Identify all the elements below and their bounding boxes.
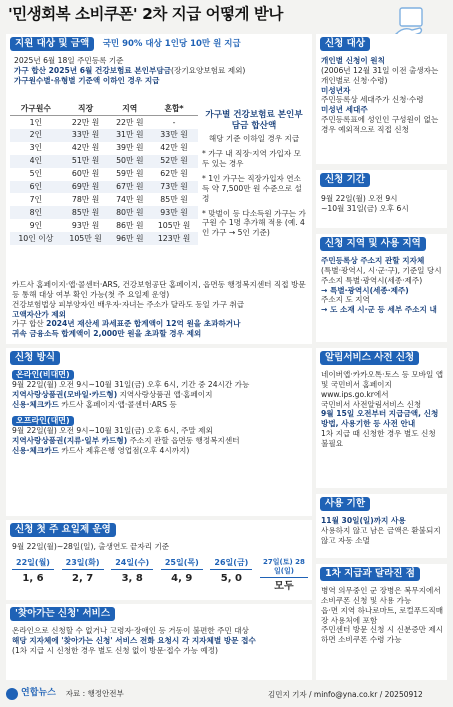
support-line-premium: 가구 합산 2025년 6월 건강보험료 본인부담금(장기요양보험료 제외)	[14, 65, 246, 75]
offline-label: 오프라인(대면)	[12, 416, 74, 426]
page-title: '민생회복 소비쿠폰' 2차 지급 어떻게 받나	[8, 5, 283, 23]
offline-line: 신용·체크카드 카드사 제휴은행 영업점(오후 4시까지)	[12, 446, 190, 456]
support-line-criteria: 가구원수별·유형별 기준액 이하인 경우 지급	[14, 75, 160, 85]
online-line: 9월 22일(월) 오전 9시~10월 31일(금) 오후 6시, 기간 중 24시간 가능	[12, 380, 250, 390]
visit-header: '찾아가는 신청' 서비스	[10, 607, 115, 621]
target-section: 신청 대상 개인별 신청이 원칙 (2006년 12월 31일 이전 출생자는 개인별로 신청·수령) 미성년자 주민등록상 세대주가 신청·수령 미성년 세대주 주민등록표에 성인인 구성원이 없는 경우 예외적으로 직접 신청	[316, 34, 447, 164]
table-cell: 96만 원	[110, 232, 151, 245]
source: 자료 : 행정안전부	[65, 689, 124, 699]
support-header: 지원 대상 및 금액 국민 90% 대상 1인당 10만 원 지급	[10, 37, 241, 51]
support-bullet: 카드사 홈페이지·앱·콜센터·ARS, 건강보험공단 홈페이지, 읍면동 행정복지센터 직접 방문 등 통해 대상 여부 확인 가능(첫 주 요일제 운영)	[12, 280, 306, 299]
table-cell: 59만 원	[116, 169, 144, 179]
week-desc: 9월 22일(월)~28일(일), 출생연도 끝자리 기준	[12, 542, 170, 551]
asset-line: 가구 합산 2024년 재산세 과세표준 합계액이 12억 원을 초과하거나	[12, 319, 241, 329]
support-line-date: 2025년 6월 18일 주민등록 기준	[14, 56, 124, 65]
table-cell: 52만 원	[150, 155, 198, 168]
yonhap-logo-icon	[6, 688, 18, 700]
visit-line: 해당 지자체에 '찾아가는 신청' 서비스 전화 요청시 각 지자체별 방문 접수	[12, 635, 256, 645]
table-cell: 50만 원	[110, 155, 151, 168]
table-cell: 31만 원	[110, 129, 151, 142]
weekday-cell: 22일(월) 1, 6	[12, 558, 54, 593]
table-cell: 42만 원	[71, 143, 100, 153]
visit-section	[6, 604, 312, 680]
table-cell: 93만 원	[71, 220, 100, 230]
online-line: 신용·체크카드 카드사 홈페이지·앱·콜센터·ARS 등	[12, 400, 177, 410]
table-cell: 85만 원	[160, 195, 188, 205]
table-cell: 62만 원	[160, 169, 188, 179]
table-cell: 123만 원	[150, 232, 198, 245]
week-days	[12, 558, 308, 593]
weekday-cell: 24일(수) 3, 8	[111, 558, 153, 593]
region-header: 신청 지역 및 사용 지역	[320, 237, 426, 251]
table-notes: 가구별 건강보험료 본인부담금 합산액 해당 기준 이하일 경우 지급 * 가구 내 직장·지역 가입자 모두 있는 경우 * 1인 가구는 직장가입자 연소득 약 7,500만 원 수준으로 설정 * 맞벌이 등 다소득원 가구는 가구원 수 1명 추가해 적용 (예. 4인 가구 → 5인 기준)	[202, 110, 306, 238]
table-cell: 85만 원	[62, 206, 110, 219]
table-cell: 93만 원	[150, 206, 198, 219]
yonhap-logo: 연합뉴스	[21, 688, 56, 699]
table-cell: 6인	[10, 181, 62, 194]
table-header: 혼합*	[164, 103, 184, 113]
table-cell: 39만 원	[116, 143, 144, 153]
table-header: 직장	[78, 103, 94, 113]
table-cell: 2인	[10, 129, 62, 142]
online-line: 지역사랑상품권(모바일·카드형) 지역사랑상품권 앱·홈페이지	[12, 390, 213, 400]
method-header: 신청 방식	[10, 351, 60, 365]
table-cell: 105만 원	[62, 232, 110, 245]
week-section	[6, 520, 312, 600]
method-section	[6, 348, 312, 516]
table-header: 지역	[122, 103, 138, 113]
table-cell: 78만 원	[71, 195, 100, 205]
alarm-header: 알림서비스 사전 신청	[320, 351, 419, 365]
week-header: 신청 첫 주 요일제 운영	[10, 523, 116, 537]
table-cell: 3인	[29, 143, 43, 153]
table-cell: -	[172, 117, 176, 127]
support-section	[6, 34, 312, 344]
table-cell: 9인	[29, 220, 43, 230]
online-label: 온라인(비대면)	[12, 370, 74, 380]
period-section: 신청 기간 9월 22일(월) 오전 9시 ~10월 31일(금) 오후 6시	[316, 170, 447, 228]
asset-line: 귀속 금융소득 합계액이 2,000만 원을 초과할 경우 제외	[12, 329, 202, 339]
table-cell: 8인	[10, 206, 62, 219]
period-header: 신청 기간	[320, 173, 370, 187]
footer-left	[6, 688, 124, 700]
offline-line: 9월 22일(월) 오전 9시~10월 31일(금) 오후 6시, 주말 제외	[12, 426, 213, 436]
table-cell: 60만 원	[71, 169, 100, 179]
support-bullet: 건강보험법상 피부양자인 배우자·자녀는 주소가 달라도 동일 가구 취급	[12, 299, 245, 309]
alarm-section: 알림서비스 사전 신청 네이버앱·카카오톡·토스 등 모바일 앱 및 국민비서 홈페이지 www.ips.go.kr에서 국민비서 사전알림서비스 신청 9월 15일 오전부터 지급금액, 신청방법, 사용기한 등 사전 안내 1차 지급 때 신청한 경우 별도 신청 불필요	[316, 348, 447, 488]
region-section: 신청 지역 및 사용 지역 주민등록상 주소지 관할 지자체 (특별·광역시, 시·군·구), 기준일 당시 주소지 특별·광역시(세종·제주) → 특별·광역시(세종·제주) 주소지 도 지역 → 도 소재 시·군 등 세부 주소지 내	[316, 234, 447, 342]
use-header: 사용 기한	[320, 497, 370, 511]
diff-section: 1차 지급과 달라진 점 병역 의무중인 군 장병은 복무지에서 소비쿠폰 신청 및 사용 가능 읍·면 지역 하나로마트, 로컬푸드직매장 사용처에 포함 주민센터 방문 신청 시 신분증만 제시하면 소비쿠폰 수령 가능	[316, 564, 447, 680]
table-cell: 22만 원	[71, 117, 100, 127]
visit-line: 온라인으로 신청할 수 없거나 고령자·장애인 등 거동이 불편한 주민 대상	[12, 626, 249, 635]
table-cell: 86만 원	[116, 220, 144, 230]
table-cell: 74만 원	[116, 195, 144, 205]
table-cell: 1인	[29, 117, 43, 127]
table-header: 가구원수	[20, 103, 51, 113]
asset-heading: 고액자산가 제외	[12, 309, 66, 319]
table-cell: 105만 원	[157, 220, 191, 230]
table-cell: 80만 원	[110, 206, 151, 219]
table-cell: 5인	[29, 169, 43, 179]
table-cell: 33만 원	[62, 129, 110, 142]
table-cell: 22만 원	[116, 117, 144, 127]
table-cell: 33만 원	[150, 129, 198, 142]
table-cell: 73만 원	[150, 181, 198, 194]
offline-line: 지역사랑상품권(지류·일부 카드형) 주소지 관할 읍면동 행정복지센터	[12, 436, 240, 446]
weekend-cell: 27일(토) 28일(일) 모두	[260, 558, 308, 593]
credit: 김민지 기자 / minfo@yna.co.kr / 20250912	[268, 690, 423, 699]
target-header: 신청 대상	[320, 37, 370, 51]
table-cell: 7인	[29, 195, 43, 205]
weekday-cell: 26일(금) 5, 0	[210, 558, 252, 593]
table-cell: 51만 원	[62, 155, 110, 168]
table-cell: 69만 원	[62, 181, 110, 194]
table-cell: 42만 원	[160, 143, 188, 153]
weekday-cell: 23일(화) 2, 7	[62, 558, 104, 593]
table-cell: 67만 원	[110, 181, 151, 194]
table-cell: 10인 이상	[10, 232, 62, 245]
visit-line: (1차 지급 시 신청한 경우 별도 신청 없이 방문·접수 가능 예정)	[12, 645, 219, 655]
use-section: 사용 기한 11월 30일(일)까지 사용 사용하지 않고 남은 금액은 환불되지 않고 자동 소멸	[316, 494, 447, 558]
weekday-cell: 25일(목) 4, 9	[161, 558, 203, 593]
diff-header: 1차 지급과 달라진 점	[320, 567, 420, 581]
table-cell: 4인	[10, 155, 62, 168]
income-table	[10, 102, 198, 245]
